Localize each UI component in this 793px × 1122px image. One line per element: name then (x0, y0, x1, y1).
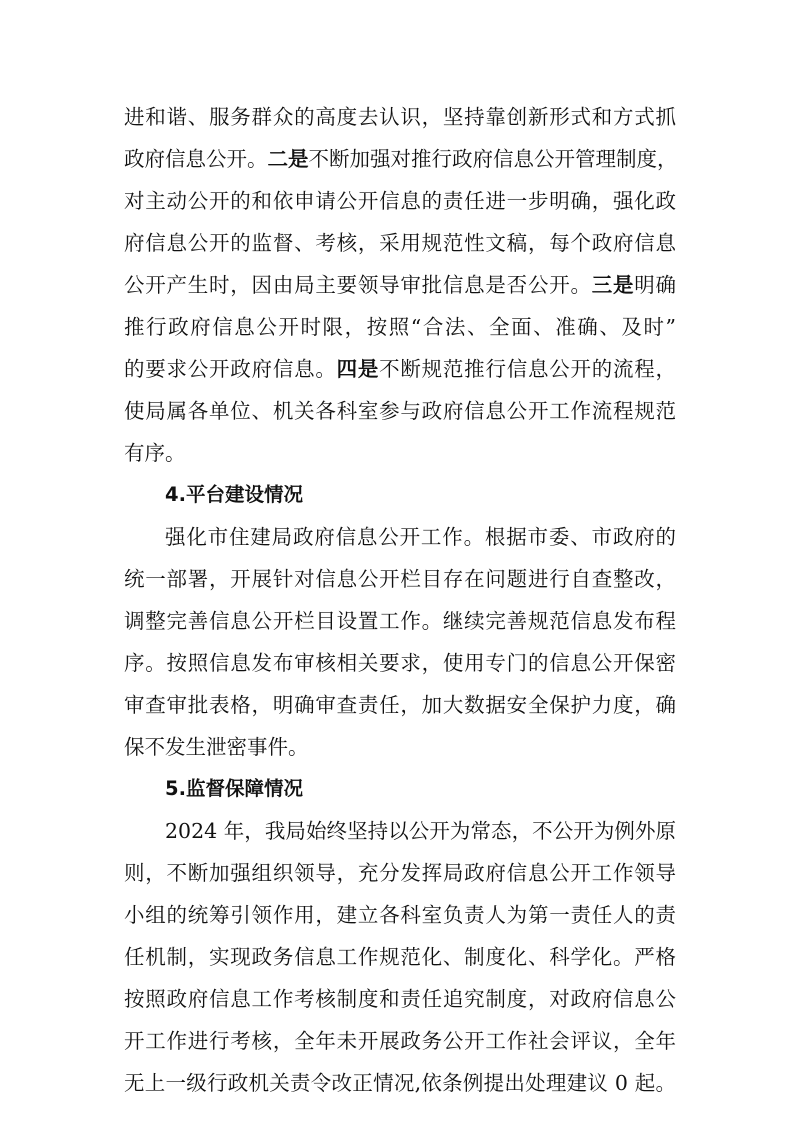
text-run: 政府信息公开。 (124, 147, 268, 171)
paragraph-line: 按照政府信息工作考核制度和责任追究制度，对政府信息公 (124, 987, 676, 1011)
section-heading-platform: 4.平台建设情况 (165, 483, 303, 506)
text-run: 明确 (634, 273, 677, 297)
paragraph-line: 开工作进行考核，全年未开展政务公开工作社会评议，全年 (124, 1029, 676, 1053)
emphasis-four: 四是 (336, 357, 380, 381)
paragraph-line: 有序。 (124, 441, 186, 465)
paragraph-line: 府信息公开的监督、考核，采用规范性文稿，每个政府信息 (124, 231, 676, 255)
paragraph-line (124, 270, 676, 300)
emphasis-three: 三是 (591, 273, 635, 297)
paragraph-line: 无上一级行政机关责令改正情况,依条例提出处理建议 0 起。 (124, 1071, 676, 1095)
paragraph-line: 对主动公开的和依申请公开信息的责任进一步明确，强化政 (124, 189, 676, 213)
paragraph-line: 小组的统筹引领作用，建立各科室负责人为第一责任人的责 (124, 903, 676, 927)
text-run: 的要求公开政府信息。 (124, 357, 337, 381)
text-run: 不断规范推行信息公开的流程， (379, 357, 677, 381)
paragraph-line: 保不发生泄密事件。 (124, 735, 309, 759)
section-heading-supervision: 5.监督保障情况 (165, 777, 303, 800)
paragraph-line: 进和谐、服务群众的高度去认识，坚持靠创新形式和方式抓 (124, 105, 676, 129)
paragraph-line: 使局属各单位、机关各科室参与政府信息公开工作流程规范 (124, 399, 676, 423)
paragraph-line: 审查审批表格，明确审查责任，加大数据安全保护力度，确 (124, 693, 676, 717)
paragraph-line: 则，不断加强组织领导，充分发挥局政府信息公开工作领导 (124, 861, 676, 885)
paragraph-line: 序。按照信息发布审核相关要求，使用专门的信息公开保密 (124, 651, 676, 675)
text-run: 公开产生时，因由局主要领导审批信息是否公开。 (124, 273, 592, 297)
paragraph-line: 推行政府信息公开时限，按照“合法、全面、准确、及时” (124, 315, 676, 339)
paragraph-line: 2024 年，我局始终坚持以公开为常态，不公开为例外原 (165, 819, 676, 843)
paragraph-line (124, 144, 676, 174)
paragraph-line: 强化市住建局政府信息公开工作。根据市委、市政府的 (165, 525, 676, 549)
paragraph-line: 统一部署，开展针对信息公开栏目存在问题进行自查整改， (124, 567, 676, 591)
paragraph-line: 任机制，实现政务信息工作规范化、制度化、科学化。严格 (124, 945, 676, 969)
paragraph-line: 调整完善信息公开栏目设置工作。继续完善规范信息发布程 (124, 609, 676, 633)
text-run: 不断加强对推行政府信息公开管理制度， (308, 147, 678, 171)
paragraph-line (124, 354, 676, 384)
emphasis-two: 二是 (267, 147, 309, 171)
